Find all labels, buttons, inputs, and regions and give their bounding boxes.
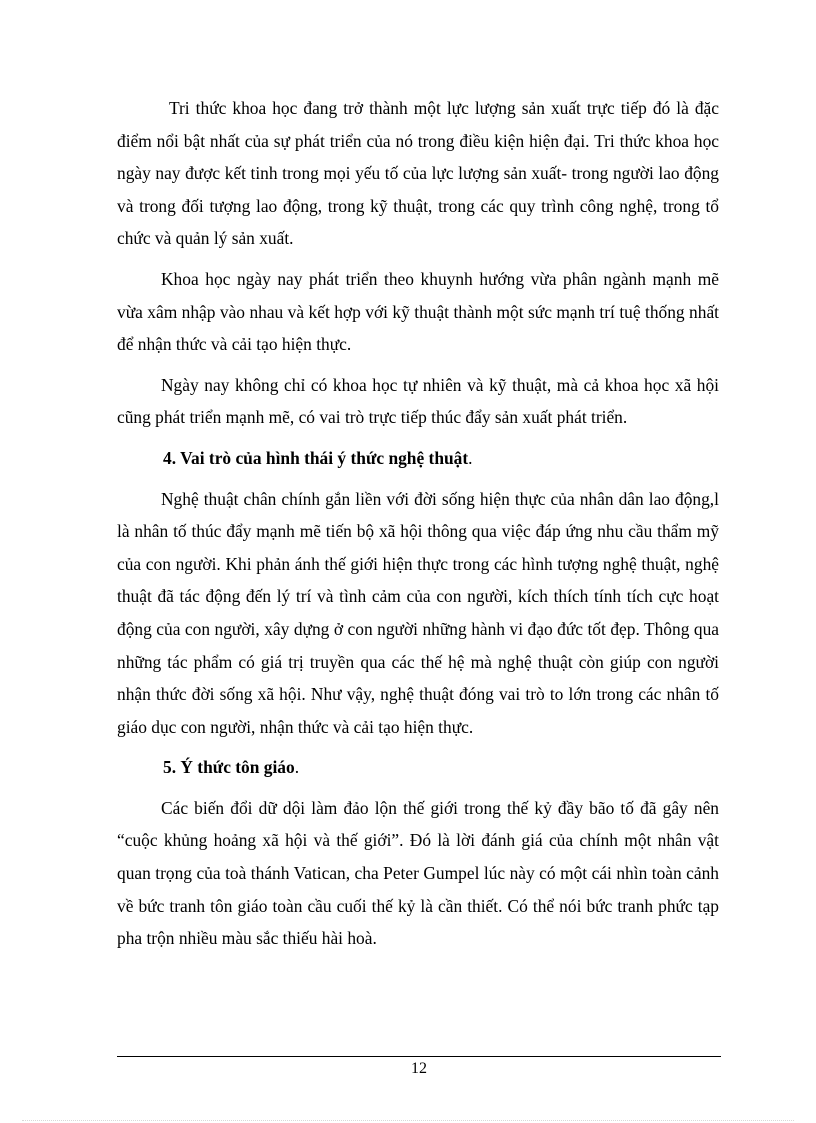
page-bottom-edge — [22, 1120, 794, 1121]
section-heading-religion-text: 5. Ý thức tôn giáo — [163, 757, 295, 778]
section-heading-art — [117, 442, 719, 475]
body-text — [117, 92, 719, 963]
section-heading-art-period: . — [468, 447, 473, 468]
paragraph-art-role: Nghệ thuật chân chính gắn liền với đời sống hiện thực của nhân dân lao động,l là nhân tố thúc đẩy mạnh mẽ tiến bộ xã hội thông qua việc đáp ứng nhu cầu thẩm mỹ của con người. Khi phản ánh thế giới hiện thực trong các hình tượng nghệ thuật, nghệ thuật đã tác động đến lý trí và tình cảm của con người, kích thích tính tích cực hoạt động của con người, xây dựng ở con người những hành vi đạo đức tốt đẹp. Thông qua những tác phẩm có giá trị truyền qua các thế hệ mà nghệ thuật còn giúp con người nhận thức đời sống xã hội. Như vậy, nghệ thuật đóng vai trò to lớn trong các nhân tố giáo dục con người, nhận thức và cải tạo hiện thực. — [117, 488, 719, 737]
paragraph-knowledge-production: Tri thức khoa học đang trở thành một lực lượng sản xuất trực tiếp đó là đặc điểm nổi bật nhất của sự phát triển của nó trong điều kiện hiện đại. Tri thức khoa học ngày nay được kết tinh trong mọi yếu tố của lực lượng sản xuất- trong người lao động và trong đối tượng lao động, trong kỹ thuật, trong các quy trình công nghệ, trong tổ chức và quản lý sản xuất. — [117, 98, 719, 249]
page-number: 12 — [411, 1060, 427, 1077]
paragraph-religion: Các biến đổi dữ dội làm đảo lộn thế giới trong thế kỷ đầy bão tố đã gây nên “cuộc khủng hoảng xã hội và thế giới”. Đó là lời đánh giá của chính một nhân vật quan trọng của toà thánh Vatican, cha Peter Gumpel lúc này có một cái nhìn toàn cảnh về bức tranh tôn giáo toàn cầu cuối thế kỷ là cần thiết. Có thể nói bức tranh phức tạp pha trộn nhiều màu sắc thiếu hài hoà. — [117, 797, 719, 949]
section-heading-art-text: 4. Vai trò của hình thái ý thức nghệ thuật — [163, 447, 469, 468]
footer-divider — [117, 1056, 721, 1057]
paragraph-social-science: Ngày nay không chỉ có khoa học tự nhiên và kỹ thuật, mà cả khoa học xã hội cũng phát triển mạnh mẽ, có vai trò trực tiếp thúc đẩy sản xuất phát triển. — [117, 374, 719, 428]
paragraph-science-trends: Khoa học ngày nay phát triển theo khuynh hướng vừa phân ngành mạnh mẽ vừa xâm nhập vào nhau và kết hợp với kỹ thuật thành một sức mạnh trí tuệ thống nhất để nhận thức và cải tạo hiện thực. — [117, 268, 719, 355]
section-heading-religion-period: . — [294, 757, 300, 778]
section-heading-religion — [117, 751, 719, 784]
